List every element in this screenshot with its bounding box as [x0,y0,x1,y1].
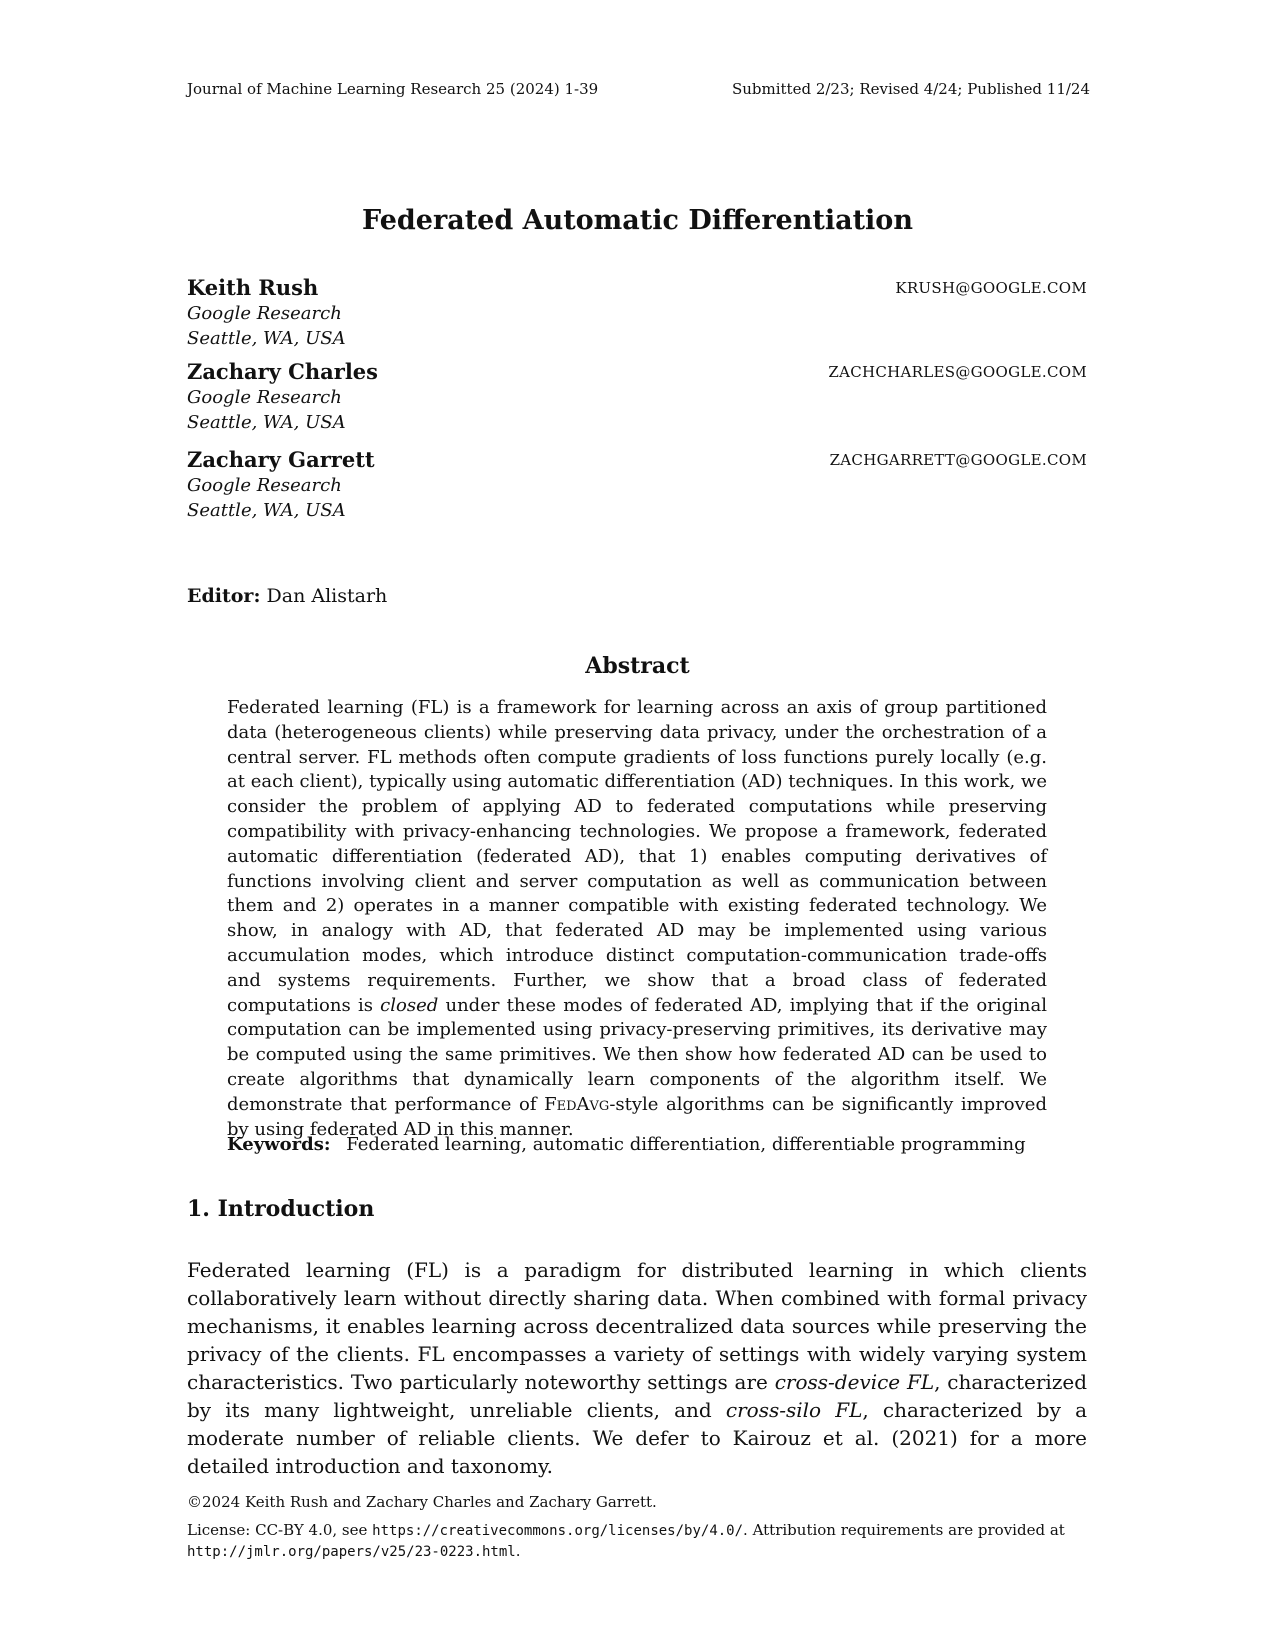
author-location: Seattle, WA, USA [187,328,346,349]
keywords-line [227,1134,1057,1155]
author-location: Seattle, WA, USA [187,500,346,521]
publication-dates: Submitted 2/23; Revised 4/24; Published 11/24 [731,80,1090,98]
attribution-link[interactable]: http://jmlr.org/papers/v25/23-0223.html [187,1544,516,1560]
copyright-note: ©2024 Keith Rush and Zachary Charles and Zachary Garrett. [187,1493,657,1511]
author-block [187,275,1087,351]
license-link[interactable]: https://creativecommons.org/licenses/by/4.0/ [372,1523,744,1539]
section-heading [187,1196,374,1222]
keywords-label: Keywords: [227,1134,331,1155]
author-email[interactable]: ZACHCHARLES@GOOGLE.COM [828,363,1087,381]
editor-line [187,585,387,607]
intro-part-2: , characterized by its many lightweight, unreliable clients, and [187,1370,1087,1422]
abstract-part-2: under these modes of federated AD, implying that if the original computation can be implemented using privacy-preserving primitives, its derivative may be computed using the same primitives. We then show how federated AD can be used to create algorithms that dynamically learn components of the algorithm itself. We demonstrate that performance of [227,994,1047,1115]
editor-name: Dan Alistarh [266,585,388,607]
author-email[interactable]: KRUSH@GOOGLE.COM [895,279,1087,297]
author-affiliation: Google Research [187,303,342,324]
abstract-part-3: -style algorithms can be significantly improved by using federated AD in this manner. [227,1093,1047,1140]
cross-device-term: cross-device FL [774,1370,935,1394]
paper-title: Federated Automatic Differentiation [362,205,913,236]
abstract-text [227,696,1047,1142]
intro-paragraph [187,1256,1087,1480]
fedavg-term: FedAvg [544,1093,610,1115]
section-title: Introduction [217,1196,375,1222]
abstract-part-1: Federated learning (FL) is a framework for learning across an axis of group partitioned data (heterogeneous clients) while preserving data privacy, under the orchestration of a central server. FL methods often compute gradients of loss functions purely locally (e.g. at each client), typically using automatic differentiation (AD) techniques. In this work, we consider the problem of applying AD to federated computations while preserving compatibility with privacy-enhancing technologies. We propose a framework, federated automatic differentiation (federated AD), that 1) enables computing derivatives of functions involving client and server computation as well as communication between them and 2) operates in a manner compatible with existing federated technology. We show, in analogy with AD, that federated AD may be implemented using various accumulation modes, which introduce distinct computation-communication trade-offs and systems requirements. Further, we show that a broad class of federated computations is [227,697,1047,1016]
editor-label: Editor: [187,585,261,607]
author-affiliation: Google Research [187,475,342,496]
cross-silo-term: cross-silo FL [725,1398,863,1422]
journal-header: Journal of Machine Learning Research 25 (2024) 1-39 [187,80,599,98]
keywords-text: Federated learning, automatic differentiation, differentiable programming [346,1134,1026,1155]
author-block [187,447,1087,523]
license-end: . [515,1542,521,1560]
intro-part-3: , characterized by a moderate number of reliable clients. We defer to Kairouz et al. (2021) for a more detailed introduction and taxonomy. [187,1398,1087,1478]
author-name: Zachary Charles [187,359,378,384]
intro-part-1: Federated learning (FL) is a paradigm for distributed learning in which clients collaboratively learn without directly sharing data. When combined with formal privacy mechanisms, it enables learning across decentralized data sources while preserving the privacy of the clients. FL encompasses a variety of settings with widely varying system characteristics. Two particularly noteworthy settings are [187,1258,1087,1394]
author-location: Seattle, WA, USA [187,412,346,433]
author-block [187,359,1087,435]
author-name: Keith Rush [187,275,319,300]
abstract-heading: Abstract [585,653,690,679]
author-name: Zachary Garrett [187,447,375,472]
abstract-closed: closed [380,994,439,1016]
author-affiliation: Google Research [187,387,342,408]
license-note [187,1520,1087,1562]
author-email[interactable]: ZACHGARRETT@GOOGLE.COM [829,451,1087,469]
license-prefix: License: CC-BY 4.0, see [187,1521,368,1539]
section-number: 1. [187,1196,210,1222]
license-mid: . Attribution requirements are provided at [743,1521,1065,1539]
